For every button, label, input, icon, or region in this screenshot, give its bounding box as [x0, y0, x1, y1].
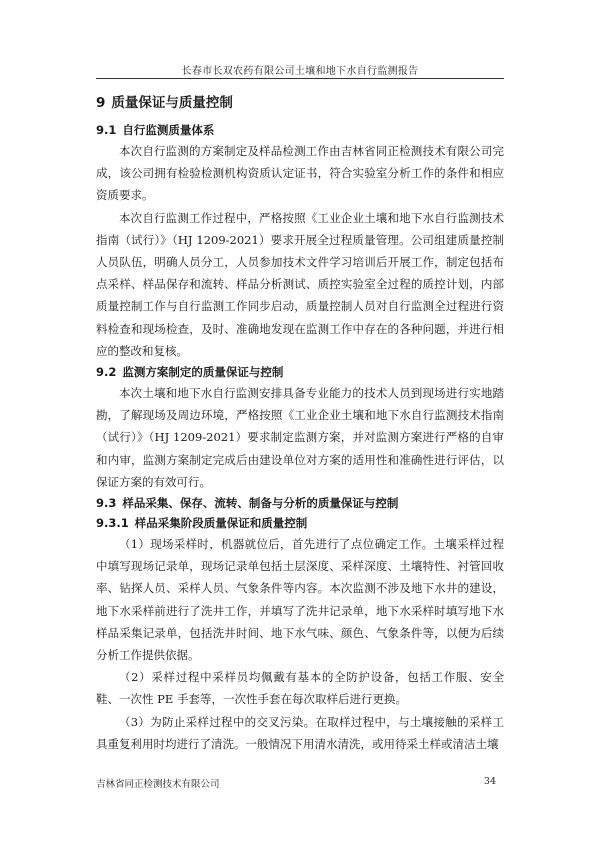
- subsection-heading-9-3-1: [96, 513, 504, 533]
- header-divider: [96, 78, 504, 79]
- running-header: 长春市长双农药有限公司土壤和地下水自行监测报告: [181, 66, 419, 77]
- paragraph: 本次自行监测的方案制定及样品检测工作由吉林省同正检测技术有限公司完成，该公司拥有检验检测机构资质认定证书，符合实验室分析工作的条件和相应资质要求。: [96, 144, 504, 203]
- subsection-number: 9.2: [96, 365, 117, 380]
- page-content: [96, 92, 504, 755]
- paragraph: （3）为防止采样过程中的交叉污染。在取样过程中，与土壤接触的采样工具重复利用时均进行了清洗。一般情况下用清水清洗，或用待采土样或清洁土壤: [96, 714, 504, 751]
- subsection-title: 样品采集、保存、流转、制备与分析的质量保证与控制: [122, 496, 399, 511]
- paragraph: 本次土壤和地下水自行监测安排具备专业能力的技术人员到现场进行实地踏勘，了解现场及周边环境，严格按照《工业企业土壤和地下水自行监测技术指南（试行）》（HJ 1209-2021）要求制定监测方案，并对监测方案进行严格的自审和内审，监测方案制定完成后由建设单位对方案的适用性和准确性进行评估，以保证方案的有效可行。: [96, 386, 504, 489]
- paragraph: （2）采样过程中采样员均佩戴有基本的全防护设备，包括工作服、安全鞋、一次性 PE 手套等，一次性手套在每次取样后进行更换。: [96, 670, 504, 707]
- subsection-title: 自行监测质量体系: [122, 123, 215, 137]
- subsection-heading-9-1: [96, 120, 504, 140]
- section-number: 9: [96, 95, 106, 111]
- subsection-number: 9.3.1: [96, 516, 129, 531]
- page-number: 34: [483, 776, 496, 787]
- subsection-number: 9.1: [96, 123, 117, 137]
- section-title: 质量保证与质量控制: [111, 95, 233, 111]
- footer-company: 吉林省同正检测技术有限公司: [96, 779, 220, 790]
- paragraph: （1）现场采样时，机器就位后，首先进行了点位确定工作。土壤采样过程中填写现场记录单，现场记录单包括土层深度、采样深度、土壤特性、衬管回收率、钻探人员、采样人员、气象条件等内容。本次监测不涉及地下水井的建设，地下水采样前进行了洗井工作，并填写了洗井记录单，地下水采样时填写地下水样品采集记录单，包括洗井时间、地下水气味、颜色、气象条件等，以便为后续分析工作提供依据。: [96, 537, 504, 663]
- subsection-title: 监测方案制定的质量保证与控制: [122, 365, 284, 380]
- section-heading: [96, 92, 504, 114]
- subsection-title: 样品采集阶段质量保证和质量控制: [134, 516, 308, 531]
- paragraph: 本次自行监测工作过程中，严格按照《工业企业土壤和地下水自行监测技术指南（试行）》（HJ 1209-2021）要求开展全过程质量管理。公司组建质量控制人员队伍，明确人员分工，人员参加技术文件学习培训后开展工作，制定包括布点采样、样品保存和流转、样品分析测试、质控实验室全过程的质控计划，内部质量控制工作与自行监测工作同步启动，质量控制人员对自行监测全过程进行资料检查和现场检查，及时、准确地发现在监测工作中存在的各种问题，并进行相应的整改和复核。: [96, 210, 504, 358]
- subsection-heading-9-2: [96, 362, 504, 382]
- subsection-number: 9.3: [96, 496, 117, 511]
- subsection-heading-9-3: [96, 493, 504, 513]
